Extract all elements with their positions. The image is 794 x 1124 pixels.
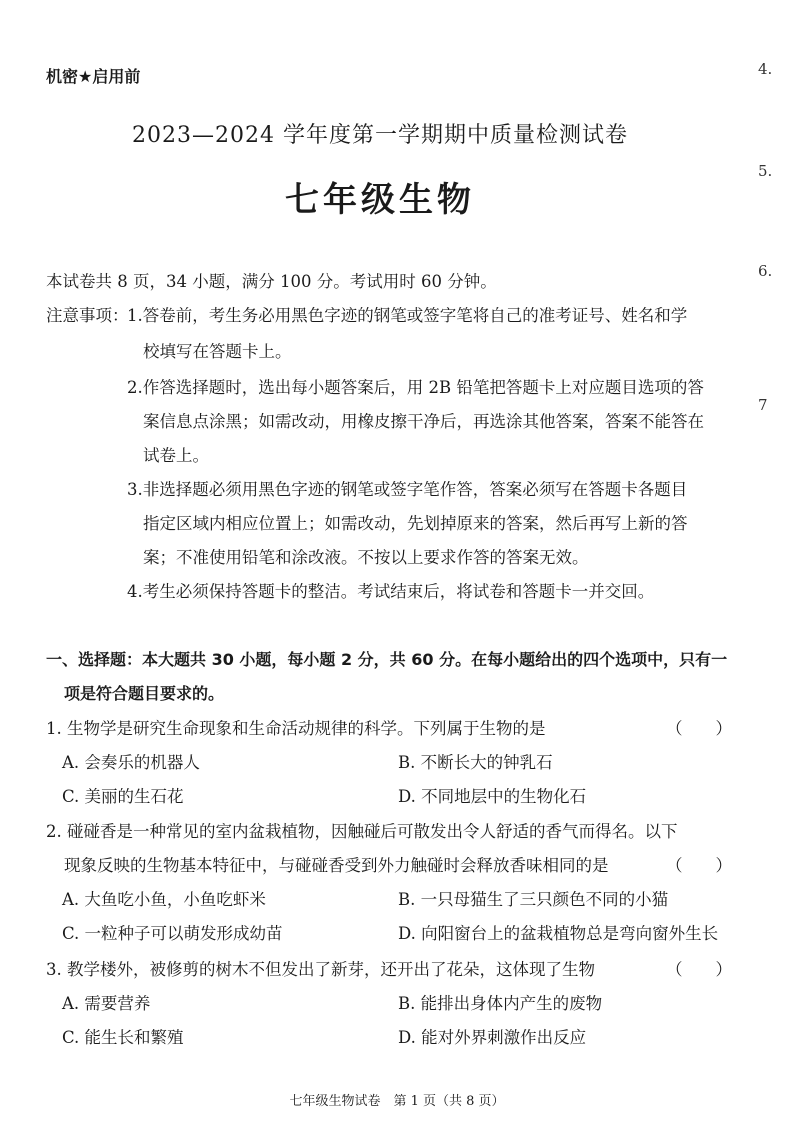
question-2-option-d: D. 向阳窗台上的盆栽植物总是弯向窗外生长 (398, 924, 719, 943)
side-question-number: 4. (758, 60, 773, 78)
notice-item-2-line-1: 2.作答选择题时，选出每小题答案后，用 2B 铅笔把答题卡上对应题目选项的答 (127, 378, 704, 397)
side-question-number: 6. (758, 262, 773, 280)
confidential-label: 机密★启用前 (46, 67, 141, 86)
answer-bracket: （ ） (666, 960, 732, 979)
question-3-option-c: C. 能生长和繁殖 (62, 1028, 184, 1047)
question-3-option-b: B. 能排出身体内产生的废物 (398, 994, 603, 1013)
question-2-stem-line-1: 2. 碰碰香是一种常见的室内盆栽植物，因触碰后可散发出令人舒适的香气而得名。以下 (46, 822, 678, 841)
answer-bracket: （ ） (666, 856, 732, 875)
question-1-option-a: A. 会奏乐的机器人 (62, 753, 200, 772)
notice-item-2-line-2: 案信息点涂黑；如需改动，用橡皮擦干净后，再选涂其他答案，答案不能答在 (143, 412, 704, 431)
question-2-option-b: B. 一只母猫生了三只颜色不同的小猫 (398, 890, 669, 909)
answer-bracket: （ ） (666, 719, 732, 738)
question-2-option-c: C. 一粒种子可以萌发形成幼苗 (62, 924, 283, 943)
notice-item-3-line-3: 案；不准使用铅笔和涂改液。不按以上要求作答的答案无效。 (143, 548, 589, 567)
question-1-option-b: B. 不断长大的钟乳石 (398, 753, 553, 772)
exam-title: 2023—2024 学年度第一学期期中质量检测试卷 (132, 123, 628, 148)
side-question-number: 7 (758, 396, 768, 414)
question-2-stem-line-2: 现象反映的生物基本特征中，与碰碰香受到外力触碰时会释放香味相同的是 (64, 856, 609, 875)
question-2-option-a: A. 大鱼吃小鱼，小鱼吃虾米 (62, 890, 266, 909)
notice-item-2-line-3: 试卷上。 (143, 446, 209, 465)
subject-title: 七年级生物 (285, 180, 475, 220)
notice-item-1-line-1: 1.答卷前，考生务必用黑色字迹的钢笔或签字笔将自己的准考证号、姓名和学 (127, 306, 688, 325)
notice-item-1-line-2: 校填写在答题卡上。 (143, 342, 292, 361)
notice-item-3-line-2: 指定区域内相应位置上；如需改动，先划掉原来的答案，然后再写上新的答 (143, 514, 688, 533)
question-1-stem: 1. 生物学是研究生命现象和生命活动规律的科学。下列属于生物的是 (46, 719, 546, 738)
question-3-stem: 3. 教学楼外，被修剪的树木不但发出了新芽，还开出了花朵，这体现了生物 (46, 960, 595, 979)
page-footer: 七年级生物试卷 第 1 页（共 8 页） (289, 1094, 505, 1109)
notice-item-3-line-1: 3.非选择题必须用黑色字迹的钢笔或签字笔作答，答案必须写在答题卡各题目 (127, 480, 688, 499)
side-question-number: 5. (758, 162, 773, 180)
notice-item-4-line-1: 4.考生必须保持答题卡的整洁。考试结束后，将试卷和答题卡一并交回。 (127, 582, 655, 601)
question-3-option-d: D. 能对外界刺激作出反应 (398, 1028, 587, 1047)
section-heading-line-1: 一、选择题：本大题共 30 小题，每小题 2 分，共 60 分。在每小题给出的四个选项中，只有一 (46, 650, 728, 669)
question-1-option-c: C. 美丽的生石花 (62, 787, 184, 806)
notice-label: 注意事项： (46, 306, 129, 325)
question-1-option-d: D. 不同地层中的生物化石 (398, 787, 587, 806)
question-3-option-a: A. 需要营养 (62, 994, 151, 1013)
section-heading-line-2: 项是符合题目要求的。 (64, 684, 225, 703)
exam-intro: 本试卷共 8 页，34 小题，满分 100 分。考试用时 60 分钟。 (46, 272, 497, 291)
